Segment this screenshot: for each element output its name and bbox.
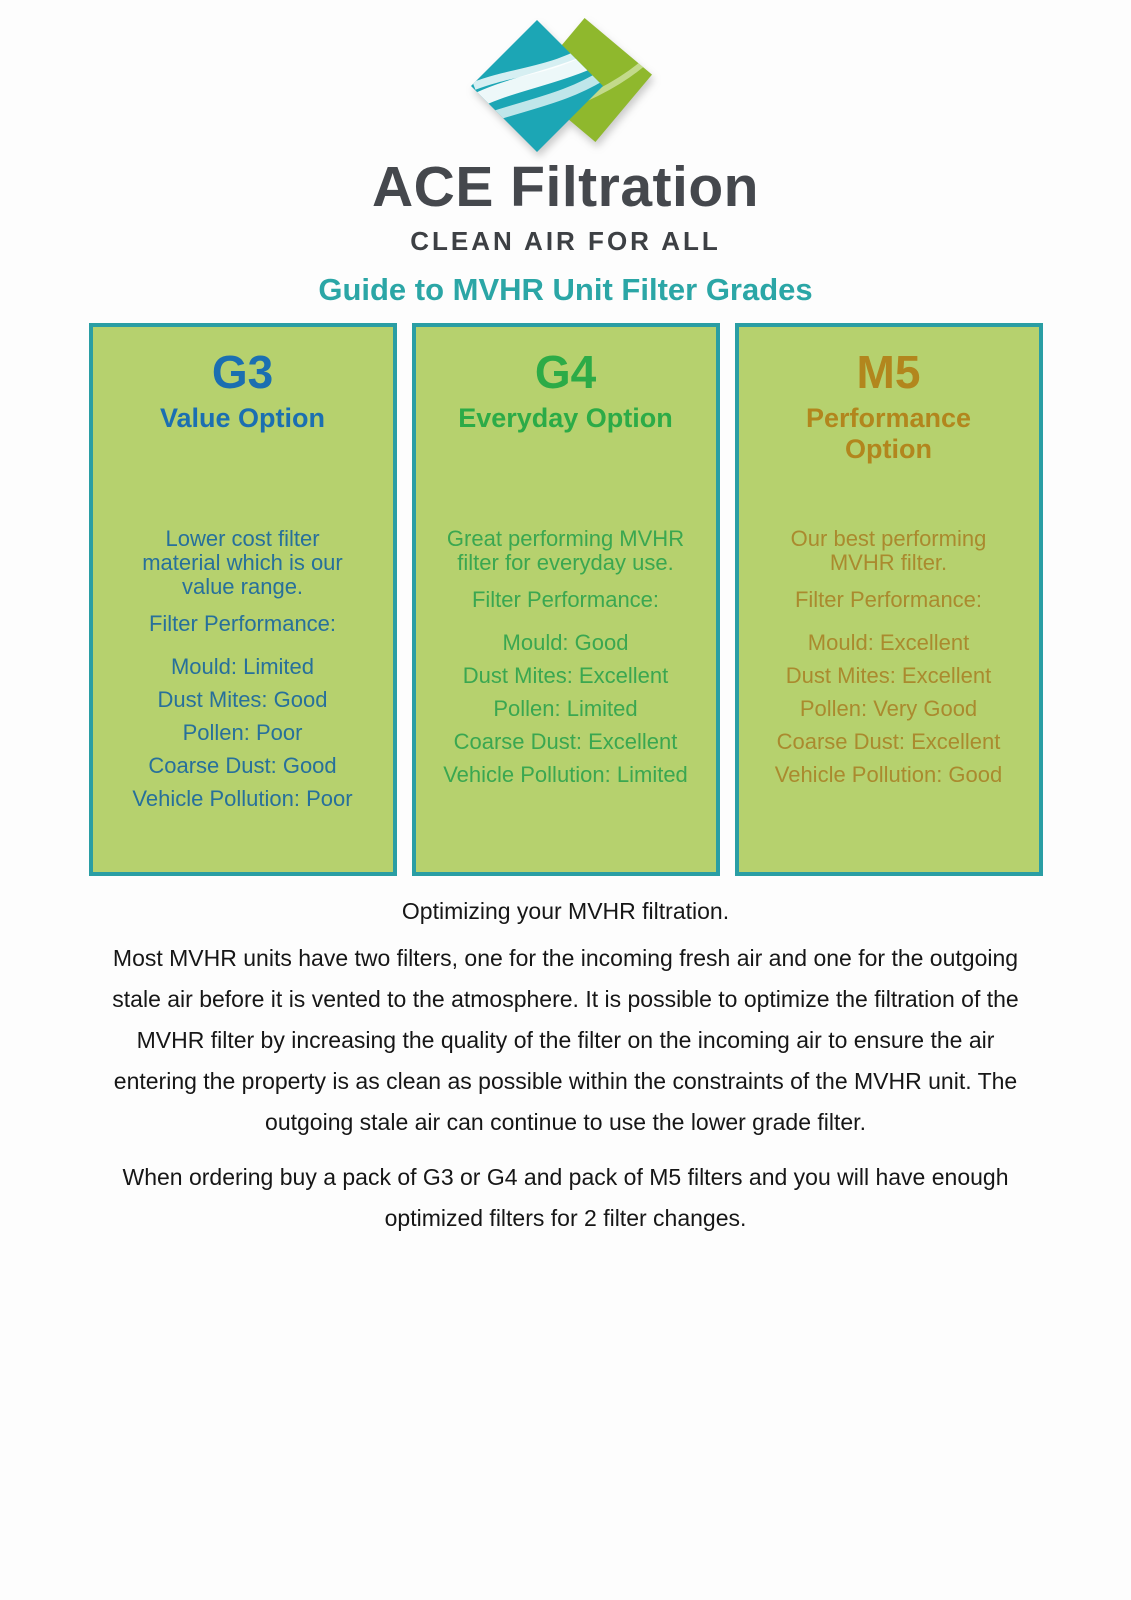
card-m5-grade: M5: [856, 345, 921, 398]
card-m5-description: Our best performing MVHR filter.: [790, 525, 987, 575]
card-g4-grade: G4: [534, 345, 597, 398]
body-heading: Optimizing your MVHR filtration.: [401, 897, 730, 924]
card-g4-description: Great performing MVHR filter for everyday use.: [446, 525, 685, 575]
perf-item-pollen: Pollen: Very Good: [799, 695, 978, 721]
perf-item-dust-mites: Dust Mites: Good: [157, 686, 328, 712]
card-g4-header: [428, 347, 704, 527]
brand-tagline: CLEAN AIR FOR ALL: [410, 225, 721, 256]
card-g4-performance-list: [428, 626, 704, 791]
perf-item-vehicle-pollution: Vehicle Pollution: Good: [774, 761, 1003, 787]
diamonds-logo-icon: [440, 14, 665, 154]
perf-item-mould: Mould: Limited: [170, 653, 315, 679]
page-title: Guide to MVHR Unit Filter Grades: [318, 271, 813, 307]
perf-item-mould: Mould: Excellent: [807, 629, 970, 655]
perf-item-vehicle-pollution: Vehicle Pollution: Limited: [443, 761, 688, 787]
perf-item-coarse-dust: Coarse Dust: Excellent: [776, 728, 1001, 754]
card-g3-subtitle: Value Option: [159, 403, 326, 434]
card-g3-header: [105, 347, 381, 527]
perf-item-pollen: Pollen: Poor: [182, 719, 303, 745]
brand-logo: [0, 0, 1131, 257]
card-g3-description: Lower cost filter material which is our value range.: [142, 525, 343, 599]
perf-item-coarse-dust: Coarse Dust: Excellent: [453, 728, 678, 754]
card-g3-performance-label: Filter Performance:: [148, 610, 337, 636]
body-text-section: [0, 896, 1131, 1239]
card-m5: [735, 323, 1043, 876]
card-m5-subtitle: Performance Option: [805, 403, 972, 465]
card-m5-performance-list: [751, 626, 1027, 791]
perf-item-coarse-dust: Coarse Dust: Good: [148, 752, 337, 778]
card-g4: [412, 323, 720, 876]
card-g3: [89, 323, 397, 876]
perf-item-pollen: Pollen: Limited: [493, 695, 638, 721]
card-m5-header: [751, 347, 1027, 527]
card-g4-performance-label: Filter Performance:: [471, 586, 660, 612]
card-g3-performance-list: [105, 650, 381, 815]
perf-item-dust-mites: Dust Mites: Excellent: [785, 662, 992, 688]
body-paragraph-2: When ordering buy a pack of G3 or G4 and pack of M5 filters and you will have enough optimized filters for 2 filter changes.: [122, 1163, 1009, 1231]
perf-item-dust-mites: Dust Mites: Excellent: [462, 662, 669, 688]
card-m5-performance-label: Filter Performance:: [794, 586, 983, 612]
perf-item-mould: Mould: Good: [502, 629, 629, 655]
body-paragraph-1: Most MVHR units have two filters, one for the incoming fresh air and one for the outgoing stale air before it is vented to the atmosphere. It is possible to optimize the filtration of the MVHR filter by increasing the quality of the filter on the incoming air to ensure the air entering the property is as clean as possible within the constraints of the MVHR unit. The outgoing stale air can continue to use the lower grade filter.: [112, 944, 1019, 1135]
card-g4-subtitle: Everyday Option: [458, 403, 673, 434]
brand-name: ACE Filtration: [372, 155, 759, 219]
filter-grade-cards: [0, 323, 1131, 876]
card-g3-grade: G3: [211, 345, 274, 398]
perf-item-vehicle-pollution: Vehicle Pollution: Poor: [132, 785, 353, 811]
